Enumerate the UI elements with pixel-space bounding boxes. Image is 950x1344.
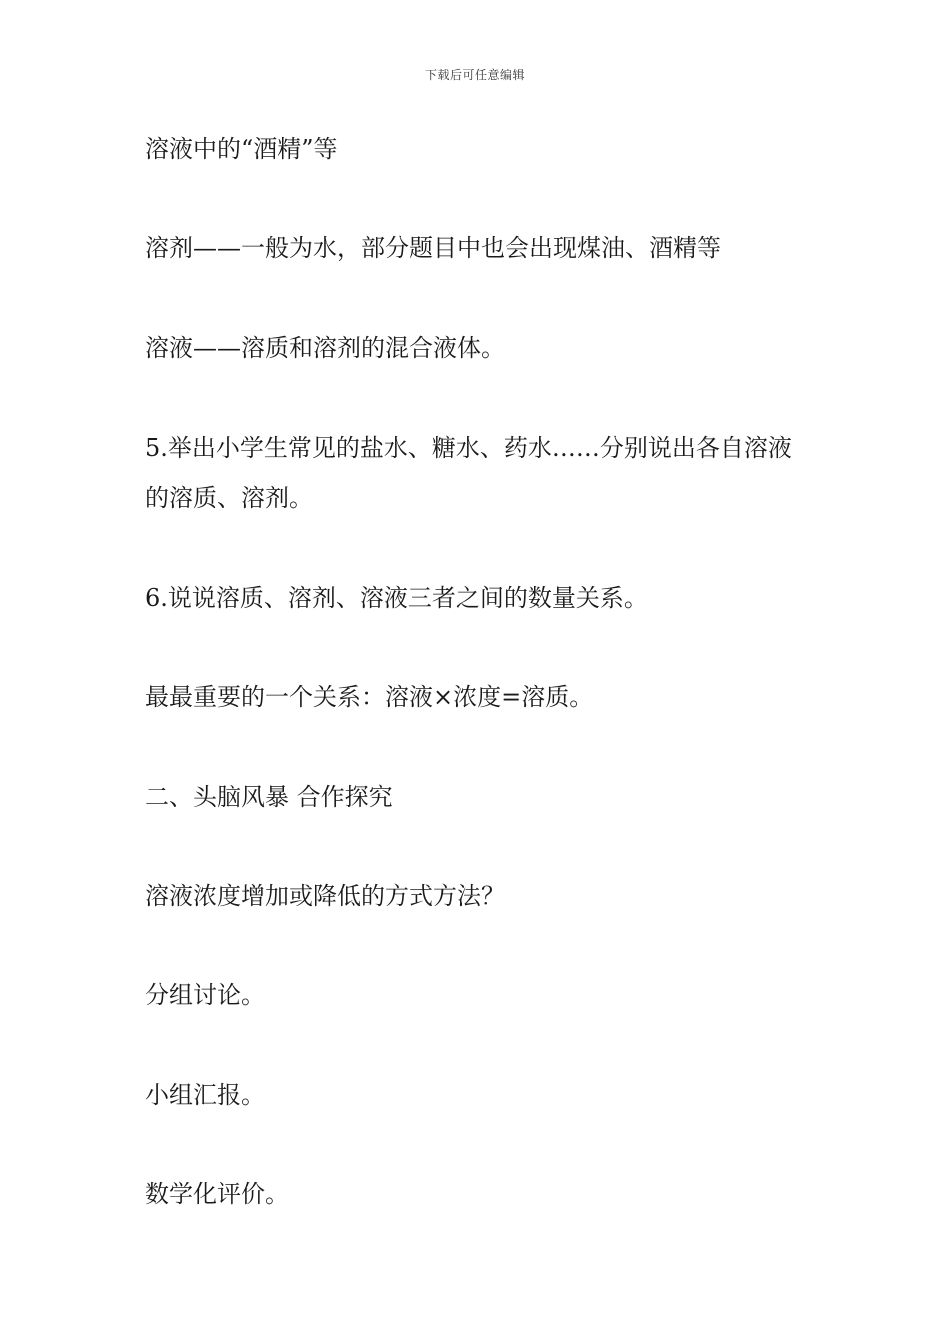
paragraph: 数学化评价。 (145, 1180, 289, 1208)
paragraph: 溶液——溶质和溶剂的混合液体。 (145, 334, 505, 362)
paragraph: 溶液浓度增加或降低的方式方法？ (145, 882, 505, 910)
paragraph: 分组讨论。 (145, 981, 265, 1009)
page-header: 下载后可任意编辑 (424, 68, 525, 82)
paragraph: 溶液中的“酒精”等 (145, 135, 338, 163)
paragraph: 5.举出小学生常见的盐水、糖水、药水……分别说出各自溶液的溶质、溶剂。 (145, 434, 792, 512)
paragraph: 最最重要的一个关系：溶液×浓度=溶质。 (145, 683, 594, 711)
paragraph: 溶剂——一般为水，部分题目中也会出现煤油、酒精等 (145, 234, 721, 262)
section-heading: 二、头脑风暴 合作探究 (145, 783, 393, 811)
paragraph: 6.说说溶质、溶剂、溶液三者之间的数量关系。 (145, 584, 648, 612)
paragraph: 小组汇报。 (145, 1081, 265, 1109)
